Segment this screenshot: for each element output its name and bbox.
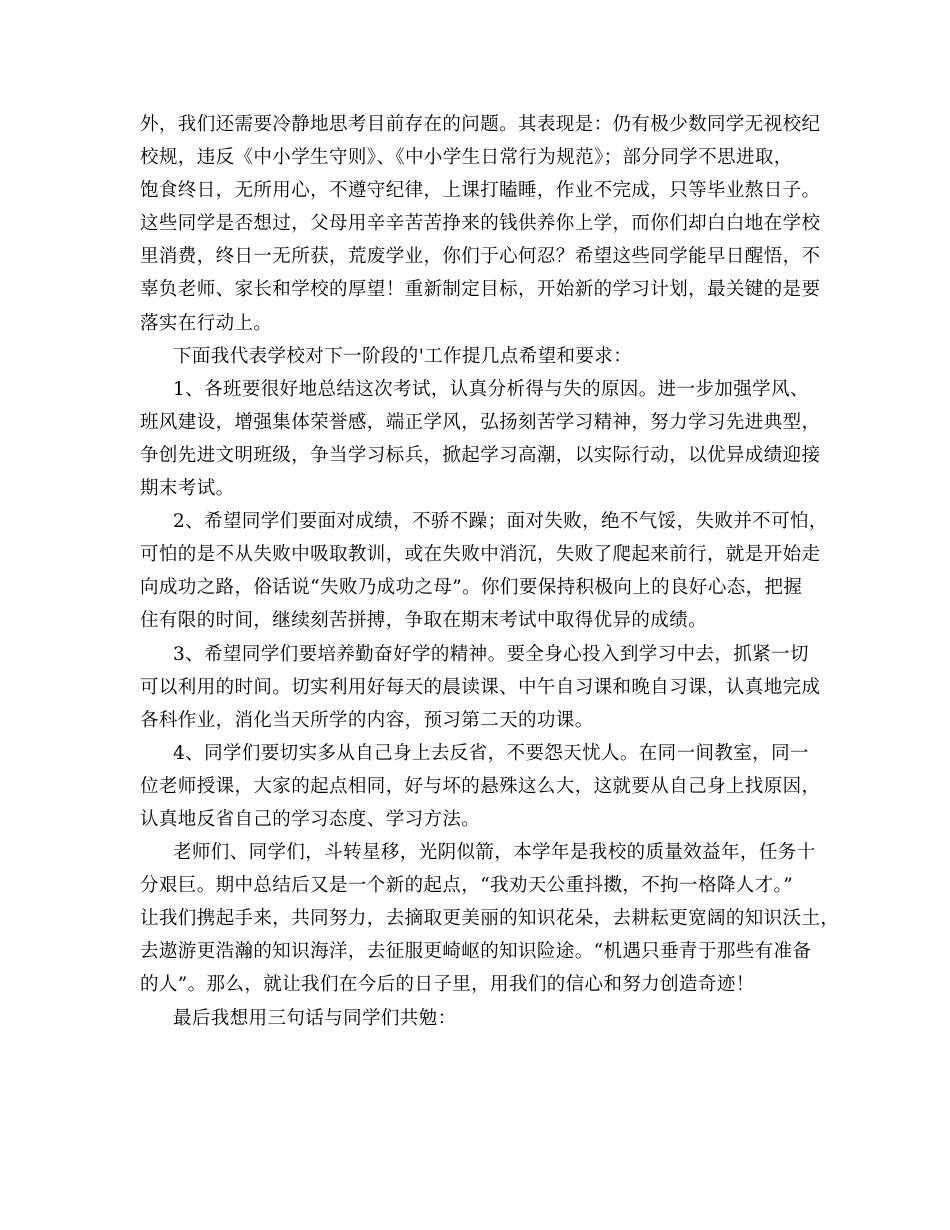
paragraph-start-line: 4、同学们要切实多从自己身上去反省，不要怨天忧人。在同一间教室，同一 [173,742,809,764]
text-line: 外，我们还需要冷静地思考目前存在的问题。其表现是：仍有极少数同学无视校纪 [140,114,821,135]
text-line: 可以利用的时间。切实利用好每天的晨读课、中午自习课和晚自习课，认真地完成 [140,676,821,698]
paragraph-start-line: 2、希望同学们要面对成绩，不骄不躁；面对失败，绝不气馁，失败并不可怕， [173,511,828,533]
paragraph-start-line: 3、希望同学们要培养勤奋好学的精神。要全身心投入到学习中去，抓紧一切 [173,643,809,665]
text-line: 这些同学是否想过，父母用辛辛苦苦挣来的钱供养你上学，而你们却白白地在学校 [140,213,821,235]
paragraph-start-line: 下面我代表学校对下一阶段的'工作提几点希望和要求： [173,345,633,367]
paragraph-start-line: 最后我想用三句话与同学们共勉： [173,1007,457,1029]
text-line: 向成功之路，俗话说“失败乃成功之母”。你们要保持积极向上的良好心态，把握 [140,577,803,599]
text-line: 去遨游更浩瀚的知识海洋，去征服更崎岖的知识险途。“机遇只垂青于那些有准备 [140,941,812,963]
text-line: 的人”。那么，就让我们在今后的日子里，用我们的信心和努力创造奇迹！ [140,974,755,996]
paragraph-start-line: 老师们、同学们，斗转星移，光阴似箭，本学年是我校的质量效益年，任务十 [173,842,816,864]
text-line: 期末考试。 [140,478,235,500]
text-line: 住有限的时间，继续刻苦拼搏，争取在期末考试中取得优异的成绩。 [140,610,708,632]
paragraph-start-line: 1、各班要很好地总结这次考试，认真分析得与失的原因。进一步加强学风、 [173,378,809,400]
text-line: 争创先进文明班级，争当学习标兵，掀起学习高潮，以实际行动，以优异成绩迎接 [140,444,821,466]
text-line: 里消费，终日一无所获，荒废学业，你们于心何忍？希望这些同学能早日醒悟，不 [140,246,821,268]
text-line: 饱食终日，无所用心，不遵守纪律，上课打瞌睡，作业不完成，只等毕业熬日子。 [140,180,821,202]
text-line: 认真地反省自己的学习态度、学习方法。 [140,808,481,830]
text-line: 让我们携起手来，共同努力，去摘取更美丽的知识花朵，去耕耘更宽阔的知识沃土， [140,908,840,930]
text-line: 可怕的是不从失败中吸取教训，或在失败中消沉，失败了爬起来前行，就是开始走 [140,544,821,566]
text-line: 班风建设，增强集体荣誉感，端正学风，弘扬刻苦学习精神，努力学习先进典型， [140,411,821,433]
text-line: 分艰巨。期中总结后又是一个新的起点，“我劝天公重抖擞，不拘一格降人才。” [140,875,794,897]
text-line: 各科作业，消化当天所学的内容，预习第二天的功课。 [140,709,594,731]
document-body [140,108,840,1035]
text-line: 校规，违反《中小学生守则》、《中小学生日常行为规范》；部分同学不思进取， [140,147,793,169]
text-line: 落实在行动上。 [140,312,273,334]
text-line: 辜负老师、家长和学校的厚望！重新制定目标，开始新的学习计划，最关键的是要 [140,279,821,301]
text-line: 位老师授课，大家的起点相同，好与坏的悬殊这么大，这就要从自己身上找原因， [140,775,821,797]
